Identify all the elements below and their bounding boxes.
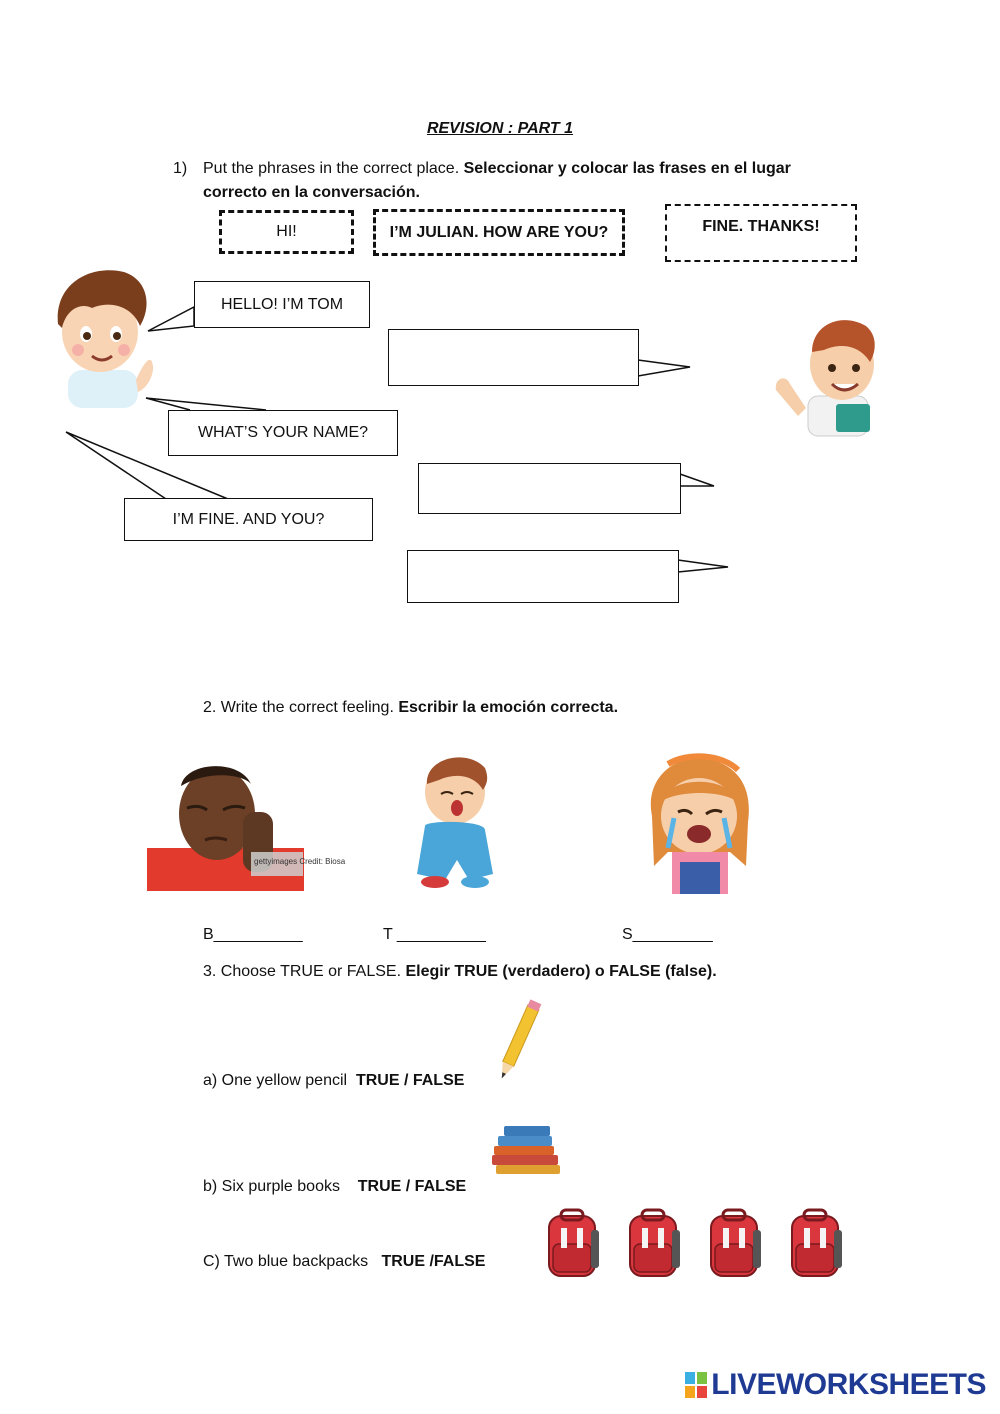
q3-item-c [203, 1250, 485, 1274]
q1-instruction-es: Seleccionar y colocar las frases en el lugar correcto en la conversación. [203, 160, 791, 201]
backpack-icon [630, 1210, 680, 1276]
option-fine-thanks[interactable]: FINE. THANKS! [665, 204, 857, 262]
q2-instruction-en: 2. Write the correct feeling. [203, 699, 394, 716]
drop-bubble-2[interactable] [418, 463, 681, 514]
drop-bubble-1[interactable] [388, 329, 639, 386]
bubble-tom-hello: HELLO! I’M TOM [194, 281, 370, 328]
q2-instruction-es: Escribir la emoción correcta. [398, 699, 619, 716]
q3-item-c-text: C) Two blue backpacks [203, 1253, 369, 1270]
q3-item-a-answer[interactable]: TRUE / FALSE [355, 1072, 465, 1089]
q3-item-b-answer[interactable]: TRUE / FALSE [357, 1178, 467, 1195]
pencil-icon [494, 998, 542, 1086]
blank-tired[interactable]: T __________ [383, 926, 486, 943]
tired-boy-illustration [405, 750, 500, 890]
q3-instruction-es: Elegir TRUE (verdadero) o FALSE (false). [405, 963, 717, 980]
julian-boy-illustration [772, 312, 884, 436]
q3-instruction [203, 960, 717, 984]
backpack-icon [549, 1210, 599, 1276]
q2-instruction [203, 696, 618, 720]
bubble-tom-fine: I’M FINE. AND YOU? [124, 498, 373, 541]
backpack-icon [792, 1210, 842, 1276]
liveworksheets-logo [685, 1368, 986, 1402]
blank-sad[interactable]: S_________ [622, 926, 713, 943]
blank-bored[interactable]: B__________ [203, 926, 303, 943]
q3-item-c-answer[interactable]: TRUE /FALSE [381, 1253, 486, 1270]
logo-text: LIVEWORKSHEETS [711, 1368, 986, 1401]
page-title: REVISION : PART 1 [426, 120, 574, 137]
getty-watermark: gettyimages Credit: Biosa [254, 857, 346, 866]
q3-item-b-text: b) Six purple books [203, 1178, 340, 1195]
option-julian[interactable]: I’M JULIAN. HOW ARE YOU? [373, 209, 625, 256]
q1-instruction-en: Put the phrases in the correct place. [203, 160, 460, 177]
backpack-icon [711, 1210, 761, 1276]
books-icon [490, 1124, 564, 1176]
bubble-tom-name: WHAT’S YOUR NAME? [168, 410, 398, 456]
q3-item-b [203, 1175, 466, 1199]
option-hi[interactable]: HI! [219, 210, 354, 254]
q1-number: 1) [173, 160, 188, 177]
tom-boy-illustration [40, 262, 160, 408]
q3-item-a-text: a) One yellow pencil [203, 1072, 348, 1089]
sad-girl-illustration [638, 756, 760, 894]
drop-bubble-3[interactable] [407, 550, 679, 603]
bored-boy-photo [147, 756, 346, 891]
q3-instruction-en: 3. Choose TRUE or FALSE. [203, 963, 402, 980]
logo-mark-icon [685, 1372, 707, 1398]
q3-item-a [203, 1069, 464, 1093]
backpacks-group [543, 1210, 847, 1278]
